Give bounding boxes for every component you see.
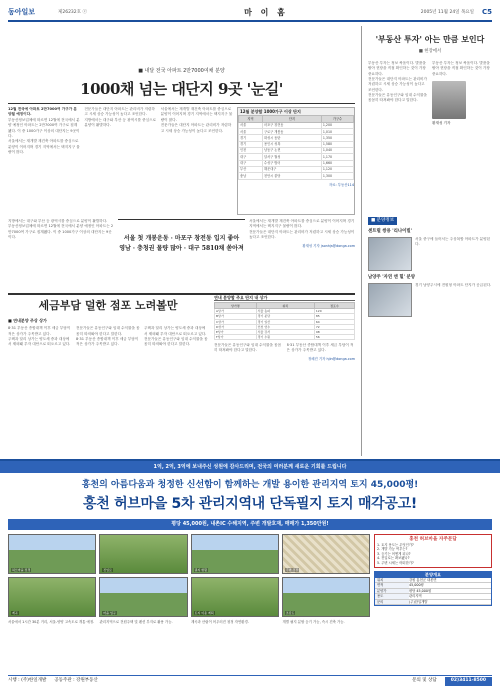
ad-photo	[191, 577, 279, 617]
table-cell: 서울 강서	[256, 329, 314, 334]
ad-photo-caption: 주변 경관	[285, 567, 299, 572]
news-thumbnail	[368, 283, 412, 317]
sub-col-3	[249, 219, 355, 289]
ad-photo	[282, 577, 370, 617]
ad-info-row	[375, 600, 491, 605]
news-item-text: 경기 남양주시에 전원형 아파트 단지가 공급된다.	[415, 282, 492, 287]
second-col-2	[76, 326, 140, 401]
ad-banner: 1억, 2억, 3억에 보내주신 성원에 감사드리며, 전국의 여러분께 새로운 기회를 드립니다	[0, 461, 500, 473]
news-item-title: 남양주 '자연 앤 힐' 분양	[368, 274, 415, 280]
table-cell: 1,200	[321, 122, 353, 128]
column-text-4: 부동산 투자는 정보 싸움이다. 발품을 팔아 현장을 직접 확인하는 것이 가장 중요하다.	[432, 60, 490, 76]
lead-body-2b: 서울에서는 재개발 재건축 아파트를 중심으로 분양이 이어지며 경기 지역에서는 택지지구 물량이 많다.	[160, 107, 233, 122]
column-col-1	[368, 61, 428, 211]
ad-title-1: 홍천의 아름다움과 청정한 신선함이 함께하는 개발 용이한 관리지역 토지 45,000평!	[81, 480, 419, 490]
left-column	[8, 26, 362, 456]
tail-col-1	[214, 343, 283, 383]
table-cell: 1,350	[321, 135, 353, 141]
ad-builder: 공동주관 : 강원부동산	[54, 678, 98, 684]
column-col-2	[432, 61, 492, 211]
table-cell: D상가	[215, 324, 257, 329]
second-byline: 정혜진 기자 hjin@donga.com	[307, 356, 355, 361]
ad-title-2: 홍천 허브마을 5차 관리지역내 단독필지 토지 매각공고!	[83, 496, 417, 513]
table-cell: 수성구 범어	[262, 160, 321, 166]
tail-body-1: 전문가들은 유동인구와 임대 수익률을 꼼꼼히 따져봐야 한다고 말한다.	[214, 342, 282, 353]
second-body-2b: 주택과 달리 상가는 양도세 중과 대상에서 제외돼 투자 대안으로 떠오르고 있다.	[144, 326, 207, 336]
author-portrait	[432, 81, 466, 119]
lead-kicker: ■ 내달 전국 아파트 2만7000여채 분양	[138, 68, 225, 74]
ad-photo	[191, 534, 279, 574]
ad-text-col: 개별 필지 분할 등기 가능, 즉시 건축 가능.	[282, 619, 345, 624]
ad-faq-item: 5. 주변 시세는 어떠한가?	[377, 560, 414, 565]
ad-photo-caption: 마을 입구	[103, 610, 116, 615]
lead-headline: 1000채 넘는 대단지 9곳 '눈길'	[80, 79, 283, 98]
news-item-text-wrap	[415, 283, 492, 317]
section-title: 마 이 홈	[244, 7, 288, 17]
ad-photo	[99, 577, 187, 617]
news-item-row	[368, 237, 492, 271]
top-section	[8, 26, 492, 456]
ad-info-value: 관리지역	[409, 594, 422, 599]
lead-body-3b: 전문가들은 대단지 아파트는 관리비가 저렴하고 시세 상승 가능성이 높다고 조언한다.	[160, 123, 232, 133]
news-item-2	[368, 275, 492, 317]
issue-number: 제26232호 ⓒ	[58, 9, 87, 15]
table-cell: 인천 연수	[256, 324, 314, 329]
ad-photo-caption: 허브마을 전경	[12, 567, 31, 572]
second-body-3: 전문가들은 유동인구와 임대 수익률을 꼼꼼히 따져봐야 한다고 말한다.	[76, 326, 140, 336]
news-thumbnail	[368, 237, 412, 271]
second-body-1b: 8·31 부동산 종합대책 이후 세금 부담이 적은 상가가 주목받고 있다.	[76, 337, 139, 347]
table-cell: 충남	[238, 173, 262, 179]
lead-table	[237, 107, 355, 215]
lead-body-2: 서울에서는 재개발 재건축 아파트를 중심으로 분양이 이어지며 경기 지역에서는 택지지구 물량이 많다.	[8, 139, 80, 155]
ad-photo-caption: 계곡	[12, 610, 18, 615]
ad-footer	[8, 675, 492, 687]
lead-body-1: 부동산정보업체에 따르면 12월에 전국에서 분양 예정인 아파트는 2만7000여 가구로 집계됐다. 이 중 1000가구 이상의 대단지는 9곳이다.	[8, 117, 80, 138]
news-label: ■ 분양정보	[368, 217, 397, 225]
table-cell: 1,010	[321, 129, 353, 135]
ad-phone: 02)3411-8500	[445, 677, 492, 685]
ad-text-col: 관리지역으로 전원주택 및 펜션 부지로 활용 가능.	[99, 619, 173, 624]
news-item-row	[368, 283, 492, 317]
lead-col-1	[8, 107, 80, 215]
ad-info-box	[374, 571, 492, 606]
second-list	[214, 295, 355, 401]
table-cell: 1,120	[321, 166, 353, 172]
ad-price-line: 평당 45,000원, 내촌IC 수해지역, 주변 개발호재, 매매가 1,350만원!	[8, 519, 492, 530]
right-column	[362, 26, 492, 456]
lead-subsection	[8, 219, 355, 289]
list-header: 위치	[256, 303, 314, 309]
ad-info-value: 45,000평	[409, 583, 424, 588]
table-cell: 56	[314, 334, 354, 339]
table-cell: 마포구 창전동	[262, 122, 321, 128]
lead-subhead-text: 서울 첫 개봉운동 · 마포구 창전동 입지 좋아 영남 · 충청권 물량 많아 · 대구 5810채 쏟아져	[119, 235, 244, 252]
lead-article	[8, 107, 355, 215]
table-cell: 구로구 개봉동	[262, 129, 321, 135]
table-cell: 경기	[238, 135, 262, 141]
second-kicker: ■ 연내분양 주상 상가	[8, 317, 47, 323]
ad-text-col: 계곡과 산림이 어우러진 청정 자연환경.	[191, 619, 249, 624]
table-cell: 서울 송파	[256, 309, 314, 314]
paper-name: 동아일보	[8, 8, 36, 17]
ad-info-key: 면적	[375, 583, 409, 587]
ad-photo-caption: 조감도	[285, 610, 295, 615]
lead-table-title: 12월 분양할 1000가구 이상 단지	[238, 108, 354, 115]
lead-table-body	[238, 122, 353, 179]
ad-info-key: 분양가	[375, 589, 409, 593]
ad-sidebar	[374, 534, 492, 659]
table-row	[238, 173, 353, 179]
table-cell: 1,580	[321, 141, 353, 147]
table-header: 단지	[262, 116, 321, 122]
table-cell: 64	[314, 319, 354, 324]
ad-photo	[8, 577, 96, 617]
headline-rule	[8, 103, 355, 104]
ad-faq-title: 홍천 허브마을 자주문답	[409, 536, 457, 542]
ad-contact-label: 문의 및 상담	[412, 678, 437, 684]
column-label: ■ 현장에서	[418, 48, 442, 54]
tail-body-2: 8·31 부동산 종합대책 이후 세금 부담이 적은 상가가 주목받고 있다.	[286, 342, 354, 353]
ad-body	[8, 534, 492, 659]
second-list-title: 연내 분양할 주요 단지 내 상가	[214, 295, 355, 301]
ad-photo-caption: 토지 이용 계획	[194, 610, 214, 615]
ad-photo	[99, 534, 187, 574]
ad-info-key: 용도	[375, 594, 409, 598]
ad-photo-caption: 진입로	[103, 567, 112, 572]
table-source: 자료: 부동산114	[328, 182, 354, 187]
column-text-2: 전문가들은 대단지 아파트는 관리비가 저렴하고 시세 상승 가능성이 높다고 조언한다.	[368, 76, 427, 92]
second-story-main	[8, 295, 208, 401]
sub-col-1	[8, 219, 114, 289]
second-body-2: 주택과 달리 상가는 양도세 중과 대상에서 제외돼 투자 대안으로 떠오르고 있다.	[8, 337, 71, 347]
table-cell: 1,660	[321, 160, 353, 166]
advertisement	[0, 459, 500, 691]
column-author: 황재성 기자	[432, 120, 451, 125]
ad-faq-item: 3. 등기는 어떻게 되나?	[377, 551, 411, 556]
sub-body-3: 서울에서는 재개발 재건축 아파트를 중심으로 분양이 이어지며 경기 지역에서는 택지지구 물량이 많다.	[249, 219, 355, 229]
news-item-title: 센트럴 쌍용 '리나이빌'	[368, 228, 412, 234]
table-cell: 서울	[238, 129, 262, 135]
table-header: 지역	[238, 116, 262, 122]
table-cell: 천안시 불당	[262, 173, 321, 179]
second-col-3	[144, 326, 208, 401]
ad-text-row	[8, 620, 370, 659]
table-cell: 120	[314, 309, 354, 314]
table-cell: 화성시 동탄	[262, 135, 321, 141]
ad-photo-caption: 필지 현황	[194, 567, 208, 572]
column-title: '부동산 투자' 아는 만큼 보인다	[375, 34, 485, 44]
ad-faq-item: 4. 진입로는 확보됐나?	[377, 556, 410, 561]
sub-body-1: 지방에서는 대구와 부산 등 광역시를 중심으로 분양이 활발하다.	[8, 219, 108, 223]
table-cell: 남동구 논현	[262, 147, 321, 153]
column-text-1: 부동산 투자는 정보 싸움이다. 발품을 팔아 현장을 직접 확인하는 것이 가장 중요하다.	[368, 60, 426, 76]
ad-photo-grid	[8, 534, 370, 659]
ad-photo	[8, 534, 96, 574]
ad-info-key: 문의	[375, 600, 409, 604]
column-body	[368, 61, 492, 211]
table-row	[215, 334, 355, 339]
table-header: 가구수	[321, 116, 353, 122]
list-header: 점포수	[314, 303, 354, 309]
page-number: C5	[481, 8, 492, 17]
table-cell: 경기 분당	[256, 314, 314, 319]
table-cell: F상가	[215, 334, 257, 339]
table-cell: 1,300	[321, 173, 353, 179]
table-cell: 서울	[238, 122, 262, 128]
ad-photo	[282, 534, 370, 574]
lead-subhead	[118, 219, 245, 289]
table-cell: 1,170	[321, 154, 353, 160]
table-cell: B상가	[215, 314, 257, 319]
masthead	[8, 6, 492, 22]
ad-info-title: 분양개요	[375, 572, 491, 578]
table-cell: 72	[314, 324, 354, 329]
ad-faq-item: 2. 개발 가능 여부는?	[377, 547, 408, 552]
sub-body-2: 부동산정보업체에 따르면 12월에 전국에서 분양 예정인 아파트는 2만7000여 가구로 집계됐다. 이 중 1000가구 이상의 대단지는 9곳이다.	[8, 224, 114, 240]
ad-info-key: 위치	[375, 578, 409, 582]
second-body-3b: 전문가들은 유동인구와 임대 수익률을 꼼꼼히 따져봐야 한다고 말한다.	[144, 337, 208, 347]
lead-body-3: 전문가들은 대단지 아파트는 관리비가 저렴하고 시세 상승 가능성이 높다고 조언한다.	[84, 107, 155, 117]
table-cell: 1,040	[321, 147, 353, 153]
ad-text-col: 서울에서 1시간 30분 거리, 서울-양양 고속도로 개통 예정.	[8, 619, 95, 624]
table-cell: 부산	[238, 166, 262, 172]
table-cell: 85	[314, 314, 354, 319]
column-text-3: 전문가들은 유동인구와 임대 수익률을 꼼꼼히 따져봐야 한다고 말한다.	[368, 93, 427, 103]
ad-faq-box	[374, 534, 492, 568]
table-cell: 경기 수원	[256, 334, 314, 339]
table-cell: 98	[314, 329, 354, 334]
second-article	[8, 326, 208, 401]
table-cell: 대구	[238, 160, 262, 166]
second-headline: 세금부담 덜한 점포 노려볼만	[38, 299, 178, 312]
lead-col-2	[84, 107, 156, 215]
news-item-1	[368, 229, 492, 271]
table-cell: A상가	[215, 309, 257, 314]
list-header: 상가명	[215, 303, 257, 309]
second-body-1: 8·31 부동산 종합대책 이후 세금 부담이 적은 상가가 주목받고 있다.	[8, 326, 71, 336]
second-list-body	[215, 309, 355, 339]
table-cell: 경기	[238, 141, 262, 147]
issue-date: 2005년 11월 24일 목요일	[420, 9, 474, 15]
sub-body-4: 전문가들은 대단지 아파트는 관리비가 저렴하고 시세 상승 가능성이 높다고 조언한다.	[249, 229, 355, 240]
second-story	[8, 293, 355, 401]
tail-col-2	[287, 343, 356, 383]
ad-company: 시행 : (주)한일개발	[8, 678, 47, 684]
ad-info-value: 강원 홍천군 내촌면	[409, 577, 437, 582]
lead-col-3	[161, 107, 233, 215]
news-item-text-wrap	[415, 237, 492, 271]
lead-table-grid	[238, 115, 354, 179]
news-item-text: 서울 중구에 들어서는 주상복합 아파트가 분양된다.	[415, 236, 491, 247]
table-cell: 인천	[238, 147, 262, 153]
ad-info-value: (주)한일개발	[409, 599, 428, 604]
table-cell: E상가	[215, 329, 257, 334]
lead-body-4: 지방에서는 대구와 부산 등 광역시를 중심으로 분양이 활발하다.	[84, 117, 156, 128]
table-cell: C상가	[215, 319, 257, 324]
lead-paragraph: 12월 전국에 아파트 2만7000여 가구가 분양될 예정이다.	[8, 107, 77, 117]
table-cell: 용인시 성복	[262, 141, 321, 147]
ad-info-value: 평당 45,000원	[409, 588, 432, 593]
table-cell: 해운대구	[262, 166, 321, 172]
second-list-table	[214, 302, 355, 339]
table-cell: 달서구 월성	[262, 154, 321, 160]
table-cell: 경기 일산	[256, 319, 314, 324]
second-article-tail	[214, 343, 355, 383]
table-cell: 대구	[238, 154, 262, 160]
lead-byline: 황재성 기자 jsonhjs@donga.com	[302, 243, 355, 248]
second-col-1	[8, 326, 72, 401]
ad-faq-item: 1. 토지 용도는 무엇인가?	[377, 542, 414, 547]
